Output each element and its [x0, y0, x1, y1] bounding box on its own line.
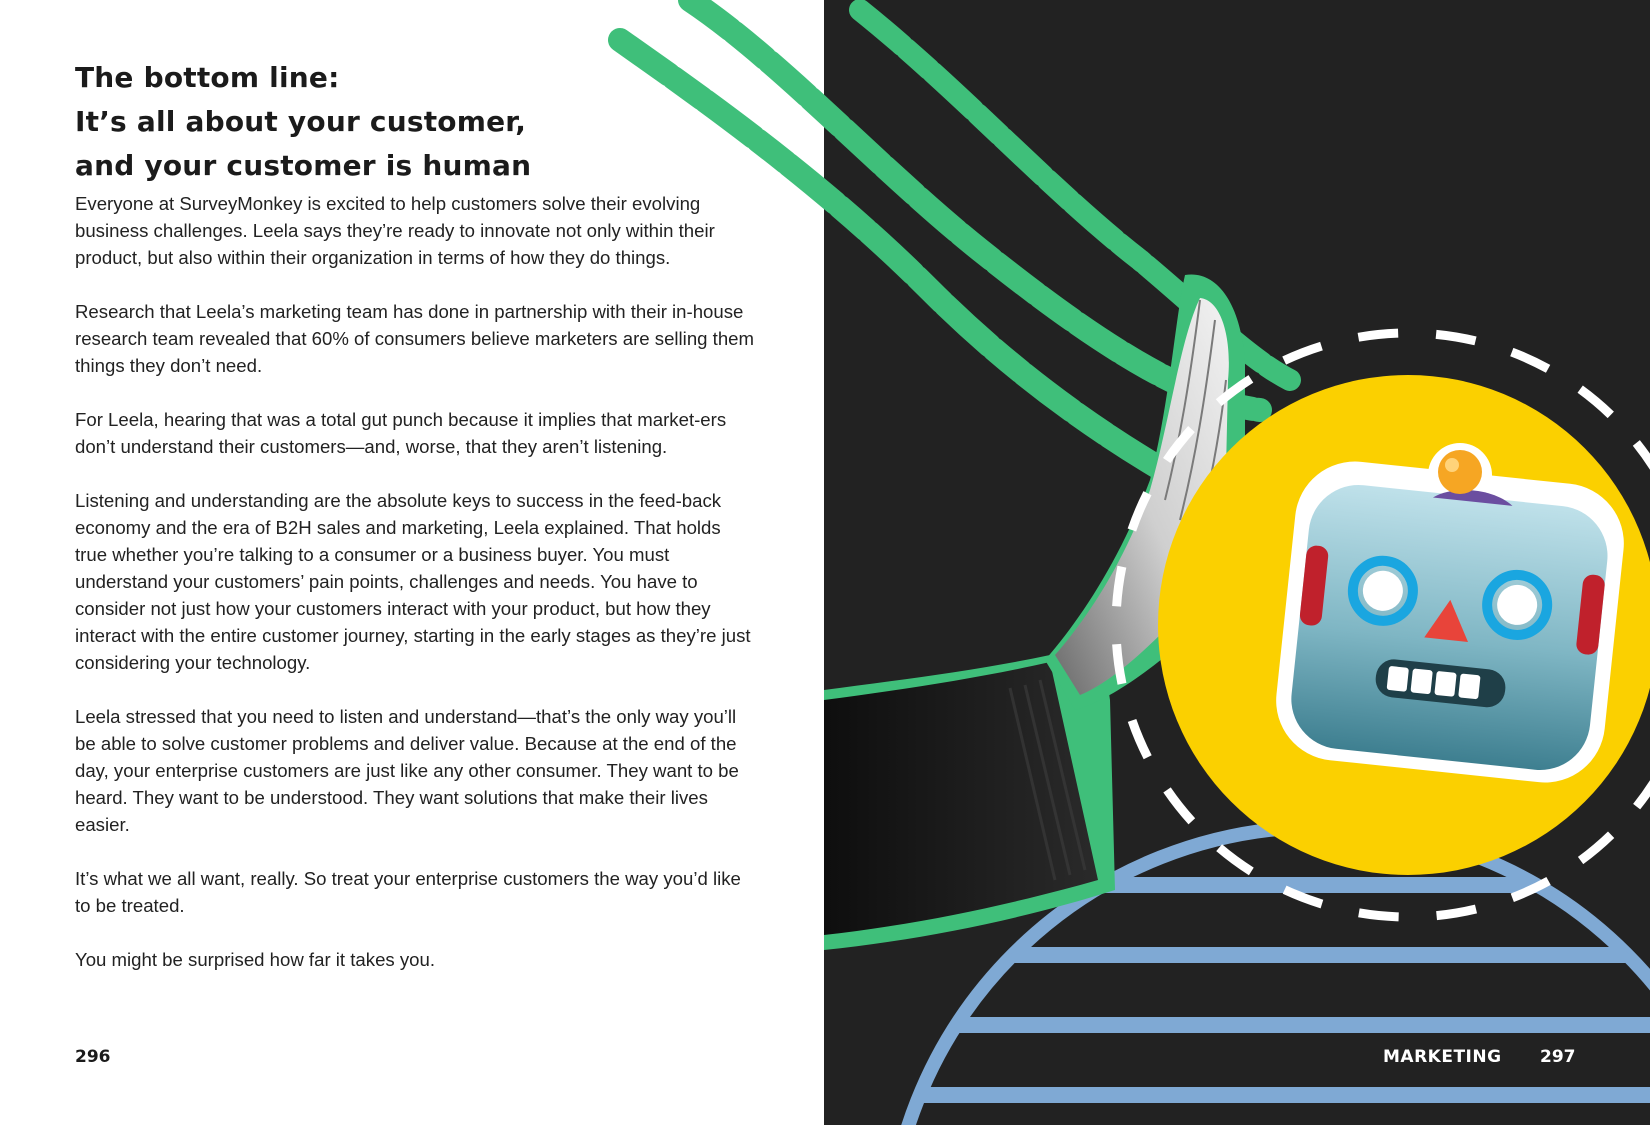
left-page [0, 0, 824, 1125]
right-page [824, 0, 1650, 1125]
paragraph-1: Everyone at SurveyMonkey is excited to help customers solve their evolving business challenges. Leela says they’re ready to innovate not only within their product, but also within their organization in terms of how they do things. [75, 193, 715, 268]
paragraph-4: Listening and understanding are the absolute keys to success in the feed-back economy and the era of B2H sales and marketing, Leela explained. That holds true whether you’re talking to a consumer or a business buyer. You must understand your customers’ pain points, challenges and needs. You have to consider not just how your customers interact with your product, but how they interact with the entire customer journey, starting in the early stages as they’re just considering your technology. [75, 490, 751, 673]
paragraph-5: Leela stressed that you need to listen and understand—that’s the only way you’ll be able to solve customer problems and deliver value. Because at the end of the day, your enterprise customers are just like any other consumer. They want to be heard. They want to be understood. They want solutions that make their lives easier. [75, 706, 739, 835]
heading-line-1: The bottom line: [75, 61, 340, 94]
section-label: MARKETING [1383, 1047, 1502, 1067]
page-number-left: 296 [75, 1047, 111, 1067]
paragraph-2: Research that Leela’s marketing team has done in partnership with their in-house research team revealed that 60% of consumers believe marketers are selling them things they don’t need. [75, 301, 754, 376]
article-body [75, 190, 755, 1000]
heading-line-3: and your customer is human [75, 149, 532, 182]
paragraph-6: It’s what we all want, really. So treat your enterprise customers the way you’d like to be treated. [75, 868, 741, 916]
heading-line-2: It’s all about your customer, [75, 105, 527, 138]
page-number-right: 297 [1540, 1047, 1576, 1067]
paragraph-3: For Leela, hearing that was a total gut punch because it implies that market-ers don’t understand their customers—and, worse, that they aren’t listening. [75, 409, 727, 457]
page-heading [75, 56, 531, 188]
paragraph-7: You might be surprised how far it takes you. [75, 949, 436, 970]
